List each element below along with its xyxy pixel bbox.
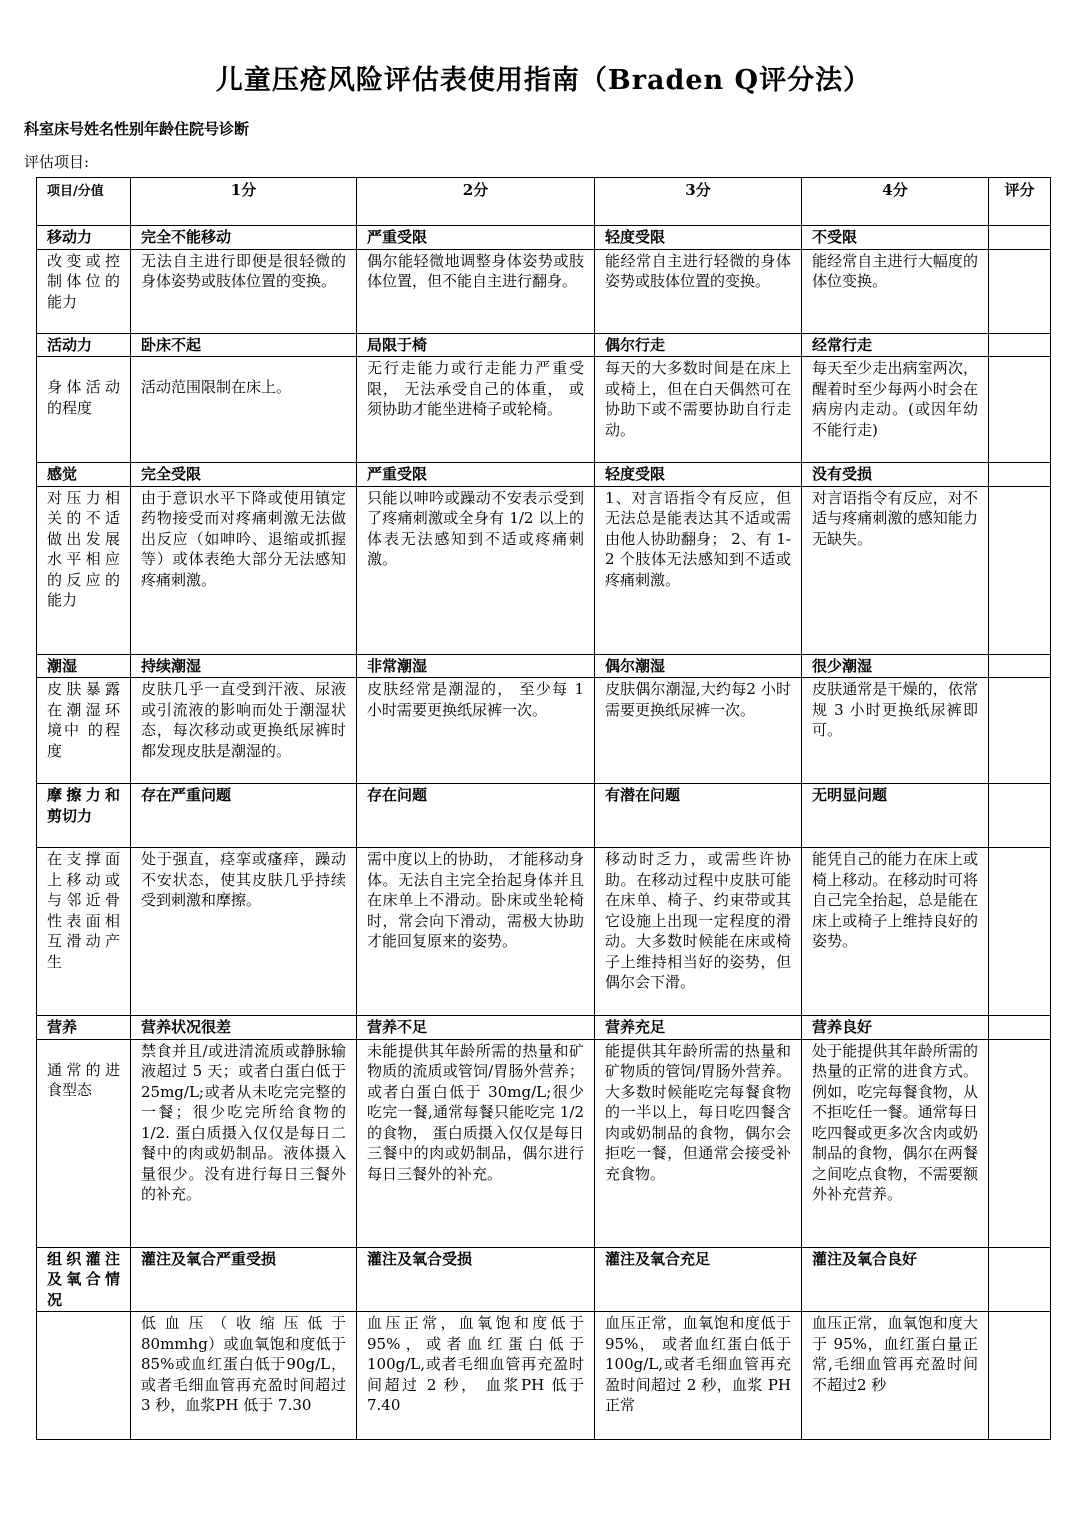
- level-2: 局限于椅: [357, 333, 595, 357]
- section-label-row: [37, 654, 1051, 678]
- score-cell[interactable]: [989, 1247, 1051, 1312]
- score-cell[interactable]: [989, 1016, 1051, 1040]
- detail-2: 皮肤经常是潮湿的， 至少每 1 小时需要更换纸尿裤一次。: [367, 680, 584, 719]
- detail-4: 每天至少走出病室两次，醒着时至少每两小时会在病房内走动。(或因年幼不能行走): [812, 359, 978, 439]
- page-title: 儿童压疮风险评估表使用指南（Braden Q评分法）: [215, 65, 872, 96]
- section-name: 活动力: [37, 333, 131, 357]
- section-label-row: [37, 463, 1051, 487]
- section-label-row: [37, 226, 1051, 250]
- level-3: 偶尔潮湿: [595, 654, 802, 678]
- header-item-score: 项目/分值: [37, 178, 131, 226]
- detail-3: 皮肤偶尔潮湿,大约每2 小时需要更换纸尿裤一次。: [605, 680, 791, 719]
- level-4: 经常行走: [802, 333, 989, 357]
- detail-2: 无行走能力或行走能力严重受限， 无法承受自己的体重， 或须协助才能坐进椅子或轮椅。: [367, 359, 584, 418]
- section-detail-row: [37, 249, 1051, 333]
- section-name: 感觉: [37, 463, 131, 487]
- section-name: 潮湿: [37, 654, 131, 678]
- detail-1: 活动范围限制在床上。: [141, 378, 292, 396]
- section-description: 身体活动的程度: [47, 378, 120, 417]
- level-2: 灌注及氧合受损: [357, 1247, 595, 1312]
- detail-2: 未能提供其年龄所需的热量和矿物质的流质或管饲/胃肠外营养；或者白蛋白低于 30mg/L;很少吃完一餐,通常每餐只能吃完 1/2 的食物， 蛋白质摄入仅仅是每日三餐中的肉或奶制品，偶尔进行每日三餐外的补充。: [367, 1041, 584, 1183]
- detail-4: 皮肤通常是干燥的，依常规 3 小时更换纸尿裤即可。: [812, 680, 978, 739]
- detail-1: 由于意识水平下降或使用镇定药物接受而对疼痛刺激无法做出反应（如呻吟、退缩或抓握等）或体表绝大部分无法感知疼痛刺激。: [141, 488, 346, 589]
- eval-items-label: 评估项目:: [24, 153, 90, 171]
- score-cell[interactable]: [989, 1039, 1051, 1247]
- level-1: 完全不能移动: [131, 226, 357, 250]
- section-description: [37, 1312, 131, 1440]
- detail-3: 血压正常，血氧饱和度低于 95%， 或者血红蛋白低于 100g/L,或者毛细血管再充盈时间超过 2 秒，血浆 PH 正常: [605, 1314, 791, 1414]
- section-description: 皮肤暴露在潮湿环境中 的程度: [47, 680, 120, 760]
- level-4: 没有受损: [802, 463, 989, 487]
- section-detail-row: [37, 848, 1051, 1016]
- level-1: 存在严重问题: [131, 784, 357, 848]
- detail-3: 每天的大多数时间是在床上或椅上，但在白天偶然可在协助下或不需要协助自行走动。: [605, 359, 791, 439]
- level-2: 存在问题: [357, 784, 595, 848]
- header-score-3: 3分: [595, 178, 802, 226]
- section-detail-row: [37, 486, 1051, 654]
- detail-2: 只能以呻吟或躁动不安表示受到了疼痛刺激或全身有 1/2 以上的体表无法感知到不适或疼痛刺激。: [367, 488, 584, 568]
- score-cell[interactable]: [989, 784, 1051, 848]
- patient-info-fields: 科室床号姓名性别年龄住院号诊断: [24, 120, 250, 138]
- detail-1: 处于强直，痉挛或瘙痒，躁动不安状态，使其皮肤几乎持续受到刺激和摩擦。: [141, 850, 346, 909]
- score-cell[interactable]: [989, 463, 1051, 487]
- level-1: 卧床不起: [131, 333, 357, 357]
- section-label-row: [37, 1247, 1051, 1312]
- level-4: 很少潮湿: [802, 654, 989, 678]
- detail-2: 需中度以上的协助， 才能移动身体。无法自主完全抬起身体并且在床单上不滑动。卧床或坐轮椅时，常会向下滑动，需极大协助才能回复原来的姿势。: [367, 850, 584, 950]
- detail-1: 皮肤几乎一直受到汗液、尿液或引流液的影响而处于潮湿状态，每次移动或更换纸尿裤时都发现皮肤是潮湿的。: [141, 680, 346, 760]
- section-name: 移动力: [37, 226, 131, 250]
- section-description: 通常的进食型态: [47, 1060, 120, 1099]
- section-label-row: [37, 784, 1051, 848]
- score-cell[interactable]: [989, 357, 1051, 463]
- header-rating: 评分: [989, 178, 1051, 226]
- section-label-row: [37, 1016, 1051, 1040]
- level-1: 灌注及氧合严重受损: [131, 1247, 357, 1312]
- section-detail-row: [37, 678, 1051, 784]
- level-1: 持续潮湿: [131, 654, 357, 678]
- level-2: 非常潮湿: [357, 654, 595, 678]
- detail-4: 处于能提供其年龄所需的热量的正常的进食方式。例如，吃完每餐食物，从不拒吃任一餐。通常每日吃四餐或更多次含肉或奶制品的食物，偶尔在两餐之间吃点食物，不需要额外补充营养。: [812, 1041, 978, 1203]
- header-score-1: 1分: [131, 178, 357, 226]
- detail-4: 能凭自己的能力在床上或椅上移动。在移动时可将自己完全抬起，总是能在床上或椅子上维持良好的姿势。: [812, 850, 978, 950]
- score-cell[interactable]: [989, 1312, 1051, 1440]
- score-cell[interactable]: [989, 848, 1051, 1016]
- detail-4: 对言语指令有反应，对不适与疼痛刺激的感知能力无缺失。: [812, 488, 978, 548]
- score-cell[interactable]: [989, 486, 1051, 654]
- level-3: 灌注及氧合充足: [595, 1247, 802, 1312]
- level-1: 营养状况很差: [131, 1016, 357, 1040]
- detail-4: 能经常自主进行大幅度的体位变换。: [812, 251, 978, 290]
- detail-2: 血压正常，血氧饱和度低于 95%，或者血红蛋白低于100g/L,或者毛细血管再充盈时间超过 2 秒， 血浆PH 低于 7.40: [367, 1314, 584, 1414]
- header-score-4: 4分: [802, 178, 989, 226]
- section-description: 改变或控制体位的能力: [47, 251, 120, 311]
- detail-4: 血压正常，血氧饱和度大于 95%，血红蛋白量正常,毛细血管再充盈时间不超过2 秒: [812, 1314, 978, 1394]
- score-cell[interactable]: [989, 654, 1051, 678]
- level-4: 不受限: [802, 226, 989, 250]
- level-4: 无明显问题: [802, 784, 989, 848]
- level-4: 灌注及氧合良好: [802, 1247, 989, 1312]
- detail-1: 低血压（收缩压低于80mmhg）或血氧饱和度低于 85%或血红蛋白低于90g/L， 或者毛细血管再充盈时间超过 3 秒，血浆PH 低于 7.30: [141, 1314, 346, 1414]
- detail-3: 能提供其年龄所需的热量和矿物质的管饲/胃肠外营养。大多数时候能吃完每餐食物的一半以上，每日吃四餐含肉或奶制品的食物，偶尔会拒吃一餐，但通常会接受补充食物。: [605, 1041, 791, 1183]
- level-3: 有潜在问题: [595, 784, 802, 848]
- detail-3: 移动时乏力，或需些许协助。在移动过程中皮肤可能在床单、椅子、约束带或其它设施上出现一定程度的滑动。大多数时候能在床或椅子上维持相当好的姿势，但偶尔会下滑。: [605, 850, 791, 991]
- section-name: 组织灌注及氧合情况: [47, 1249, 120, 1309]
- level-3: 偶尔行走: [595, 333, 802, 357]
- detail-2: 偶尔能轻微地调整身体姿势或肢体位置，但不能自主进行翻身。: [367, 251, 584, 290]
- table-header-row: [37, 178, 1051, 226]
- section-description: 在支撑面上移动或与邻近骨性表面相互滑动产生: [47, 850, 120, 971]
- level-3: 轻度受限: [595, 226, 802, 250]
- level-2: 营养不足: [357, 1016, 595, 1040]
- level-2: 严重受限: [357, 226, 595, 250]
- level-3: 营养充足: [595, 1016, 802, 1040]
- score-cell[interactable]: [989, 226, 1051, 250]
- section-detail-row: [37, 1039, 1051, 1247]
- braden-q-table: [36, 177, 1051, 1440]
- section-label-row: [37, 333, 1051, 357]
- section-detail-row: [37, 1312, 1051, 1440]
- score-cell[interactable]: [989, 249, 1051, 333]
- level-4: 营养良好: [802, 1016, 989, 1040]
- detail-1: 无法自主进行即便是很轻微的身体姿势或肢体位置的变换。: [141, 251, 346, 290]
- detail-3: 1、对言语指令有反应，但无法总是能表达其不适或需由他人协助翻身； 2、有 1-2 个肢体无法感知到不适或疼痛刺激。: [605, 488, 791, 589]
- level-3: 轻度受限: [595, 463, 802, 487]
- detail-3: 能经常自主进行轻微的身体姿势或肢体位置的变换。: [605, 251, 791, 290]
- section-description: 对压力相关的不适做出发展水平相应的反应的能力: [47, 488, 120, 609]
- section-name: 摩擦力和剪切力: [47, 786, 120, 825]
- detail-1: 禁食并且/或进清流质或静脉输液超过 5 天；或者白蛋白低于 25mg/L;或者从未吃完完整的一餐；很少吃完所给食物的 1/2. 蛋白质摄入仅仅是每日二餐中的肉或奶制品。液体摄入量很少。没有进行每日三餐外的补充。: [141, 1041, 346, 1203]
- level-2: 严重受限: [357, 463, 595, 487]
- section-detail-row: [37, 357, 1051, 463]
- score-cell[interactable]: [989, 678, 1051, 784]
- score-cell[interactable]: [989, 333, 1051, 357]
- section-name: 营养: [37, 1016, 131, 1040]
- level-1: 完全受限: [131, 463, 357, 487]
- header-score-2: 2分: [357, 178, 595, 226]
